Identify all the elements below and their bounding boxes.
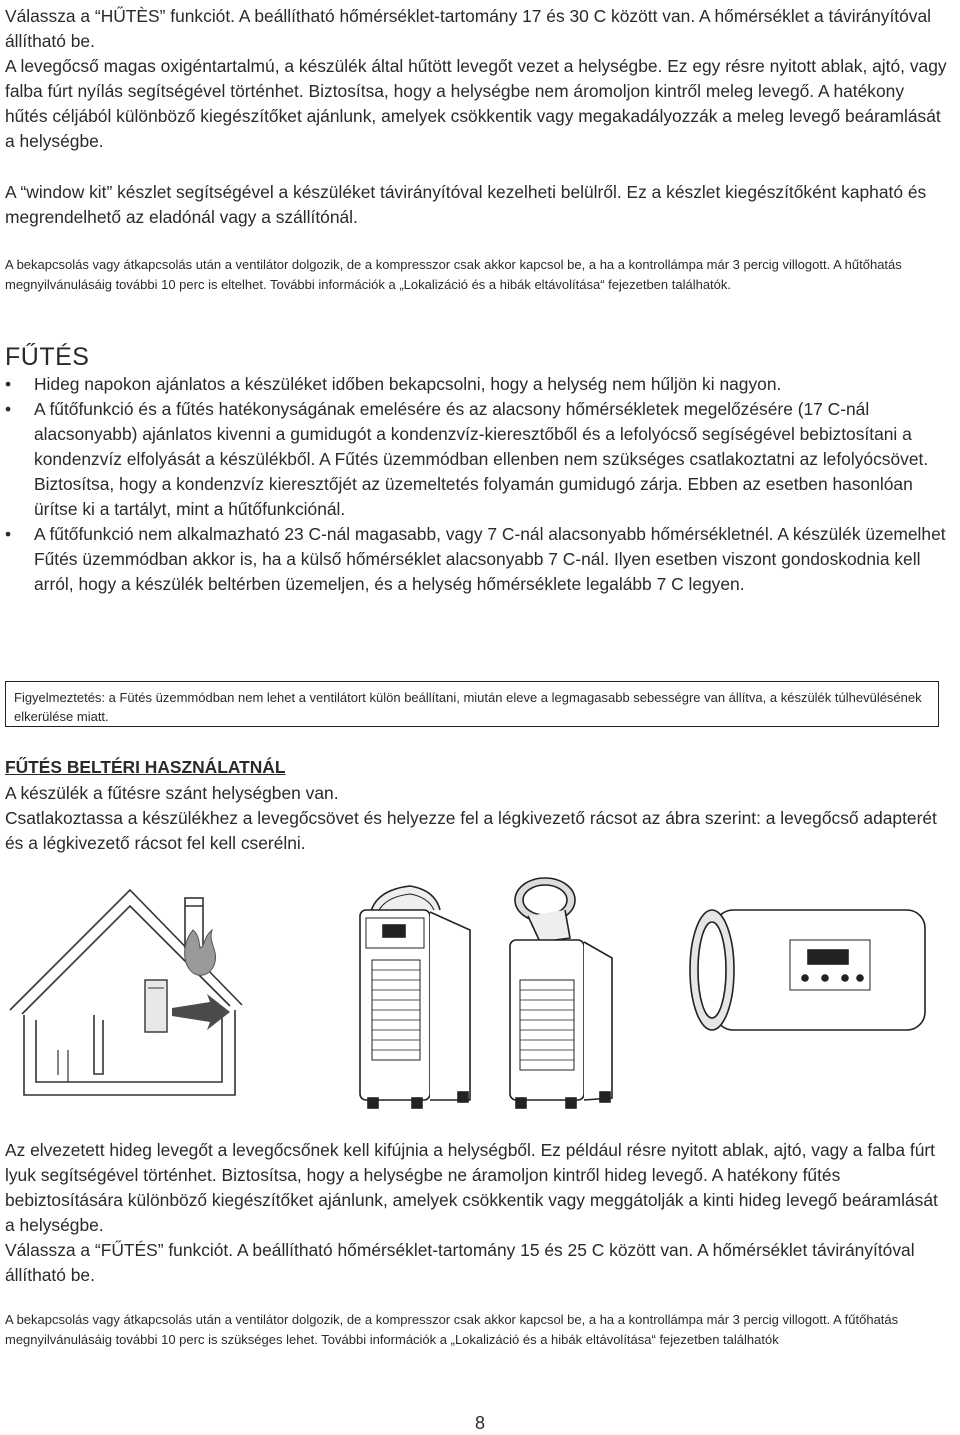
illustrations: [0, 870, 960, 1110]
bullet-text: A fűtőfunkció nem alkalmazható 23 C-nál magasabb, vagy 7 C-nál alacsonyabb hőmérsékletnél. A készülék üzemelhet Fűtés üzemmódban akkor is, ha a külső hőmérséklet alacsonyabb 7 C-nál. Ilyen esetben viszont gondoskodnia kell arról, hogy a készülék beltérben üzemeljen, és a helység hőmérséklete legalább 7 C legyen.: [34, 524, 946, 594]
indoor-line-2: Csatlakoztassa a készülékhez a levegőcsövet és helyezze fel a légkivezető rácsot az ábra szerint: a levegőcső adapterét és a légkivezető rácsot fel kell cserélni.: [5, 808, 937, 853]
cooling-note: A bekapcsolás vagy átkapcsolás után a ventilátor dolgozik, de a kompresszor csak akkor kapcsol be, a ha a kontrollámpa már 3 percig villogott. A hűtőhatás megnyilvánulásáig további 10 perc is eltelhet. További információk a „Lokalizáció és a hibák eltávolítása“ fejezetben találhatók.: [5, 257, 902, 292]
bullet-text: A fűtőfunkció és a fűtés hatékonyságának emelésére és az alacsony hőmérsékletek megelőzésére (17 C-nál alacsonyabb) ajánlatos kivenni a gumidugót a kondenzvíz-kieresztőből és a lefolyócső segíségével bebiztosítani a kondenzvíz elfolyását a készülékből. A Fűtés üzemmódban ellenben nem szükséges csatlakoztatni az lefolyócsövet. Biztosítsa, hogy a kondenzvíz kieresztőjét az üzemeltetés folyamán gumidugó zárja. Ebben az esetben hasonlóan ürítse ki a tartályt, mint a hűtőfunkciónál.: [34, 399, 929, 519]
indoor-line-1: A készülék a fűtésre szánt helységben van.: [5, 783, 339, 803]
ac-unit-with-hose: [510, 878, 612, 1108]
heating-select-paragraph: Válassza a “FŰTÉS” funkciót. A beállítható hőmérséklet-tartomány 15 és 25 C között van. A hőmérséklet távirányítóval állítható be.: [5, 1240, 915, 1285]
house-illustration: [10, 890, 242, 1095]
ac-unit-front: [360, 886, 470, 1108]
after-paragraph-1: Az elvezetett hideg levegőt a levegőcsőnek kell kifújnia a helységből. Ez például résre nyitott ablak, ajtó, vagy a falba fúrt lyuk segítségével történhet. Biztosítsa, hogy a helységbe ne áramoljon kintről hideg levegő. A hatékony fűtés bebiztosítására különböző kiegészítőket ajánlunk, amelyek csökkentik vagy meggátolják a kinti hideg levegő beáramlását a helységbe.: [5, 1140, 938, 1235]
list-item: [5, 522, 950, 597]
cooling-select-paragraph: Válassza a “HŰTÈS” funkciót. A beállítható hőmérséklet-tartomány 17 és 30 C között van. A hőmérséklet a távirányítóval állítható be.: [5, 6, 932, 51]
list-item: [5, 397, 950, 522]
bullet-text: Hideg napokon ajánlatos a készüléket időben bekapcsolni, hogy a helység nem hűljön ki nagyon.: [34, 374, 782, 394]
ac-unit-top-view: [690, 910, 925, 1030]
heating-heading: FŰTÉS: [5, 343, 90, 371]
bullet-marker: •: [5, 399, 12, 419]
bullet-marker: •: [5, 374, 12, 394]
page-number: 8: [475, 1413, 486, 1433]
air-hose-paragraph: A levegőcső magas oxigéntartalmú, a készülék által hűtött levegőt vezet a helységbe. Ez egy résre nyitott ablak, ajtó, vagy falba fúrt nyílás segítségével történhet. Biztosítsa, hogy a helységbe nem áromoljon kintről meleg levegő. A hatékony hűtés céljából különböző kiegészítőket ajánlunk, amelyek csökkentik vagy megakadályozzák a meleg levegő beáramlását a helységbe.: [5, 56, 947, 151]
list-item: [5, 372, 950, 397]
bullet-marker: •: [5, 524, 12, 544]
heating-note: A bekapcsolás vagy átkapcsolás után a ventilátor dolgozik, de a kompresszor csak akkor kapcsol be, a ha a kontrollámpa már 3 percig villogott. A fűtőhatás megnyilvánulásáig további 10 perc is szükséges lehet. További információk a „Lokalizáció és a hibák eltávolítása“ fejezetben találhatók: [5, 1312, 899, 1347]
heating-bullet-list: [5, 372, 950, 597]
indoor-heating-heading: FŰTÉS BELTÉRI HASZNÁLATNÁL: [5, 757, 286, 777]
warning-box: Figyelmeztetés: a Fütés üzemmódban nem lehet a ventilátort külön beállítani, miután eleve a legmagasabb sebességre van állítva, a készülék túlhevülésének elkerülése miatt.: [5, 681, 939, 727]
window-kit-paragraph: A “window kit” készlet segítségével a készüléket távirányítóval kezelheti belülről. Ez a készlet kiegészítőként kapható és megrendelhető az eladónál vagy a szállítónál.: [5, 182, 927, 227]
